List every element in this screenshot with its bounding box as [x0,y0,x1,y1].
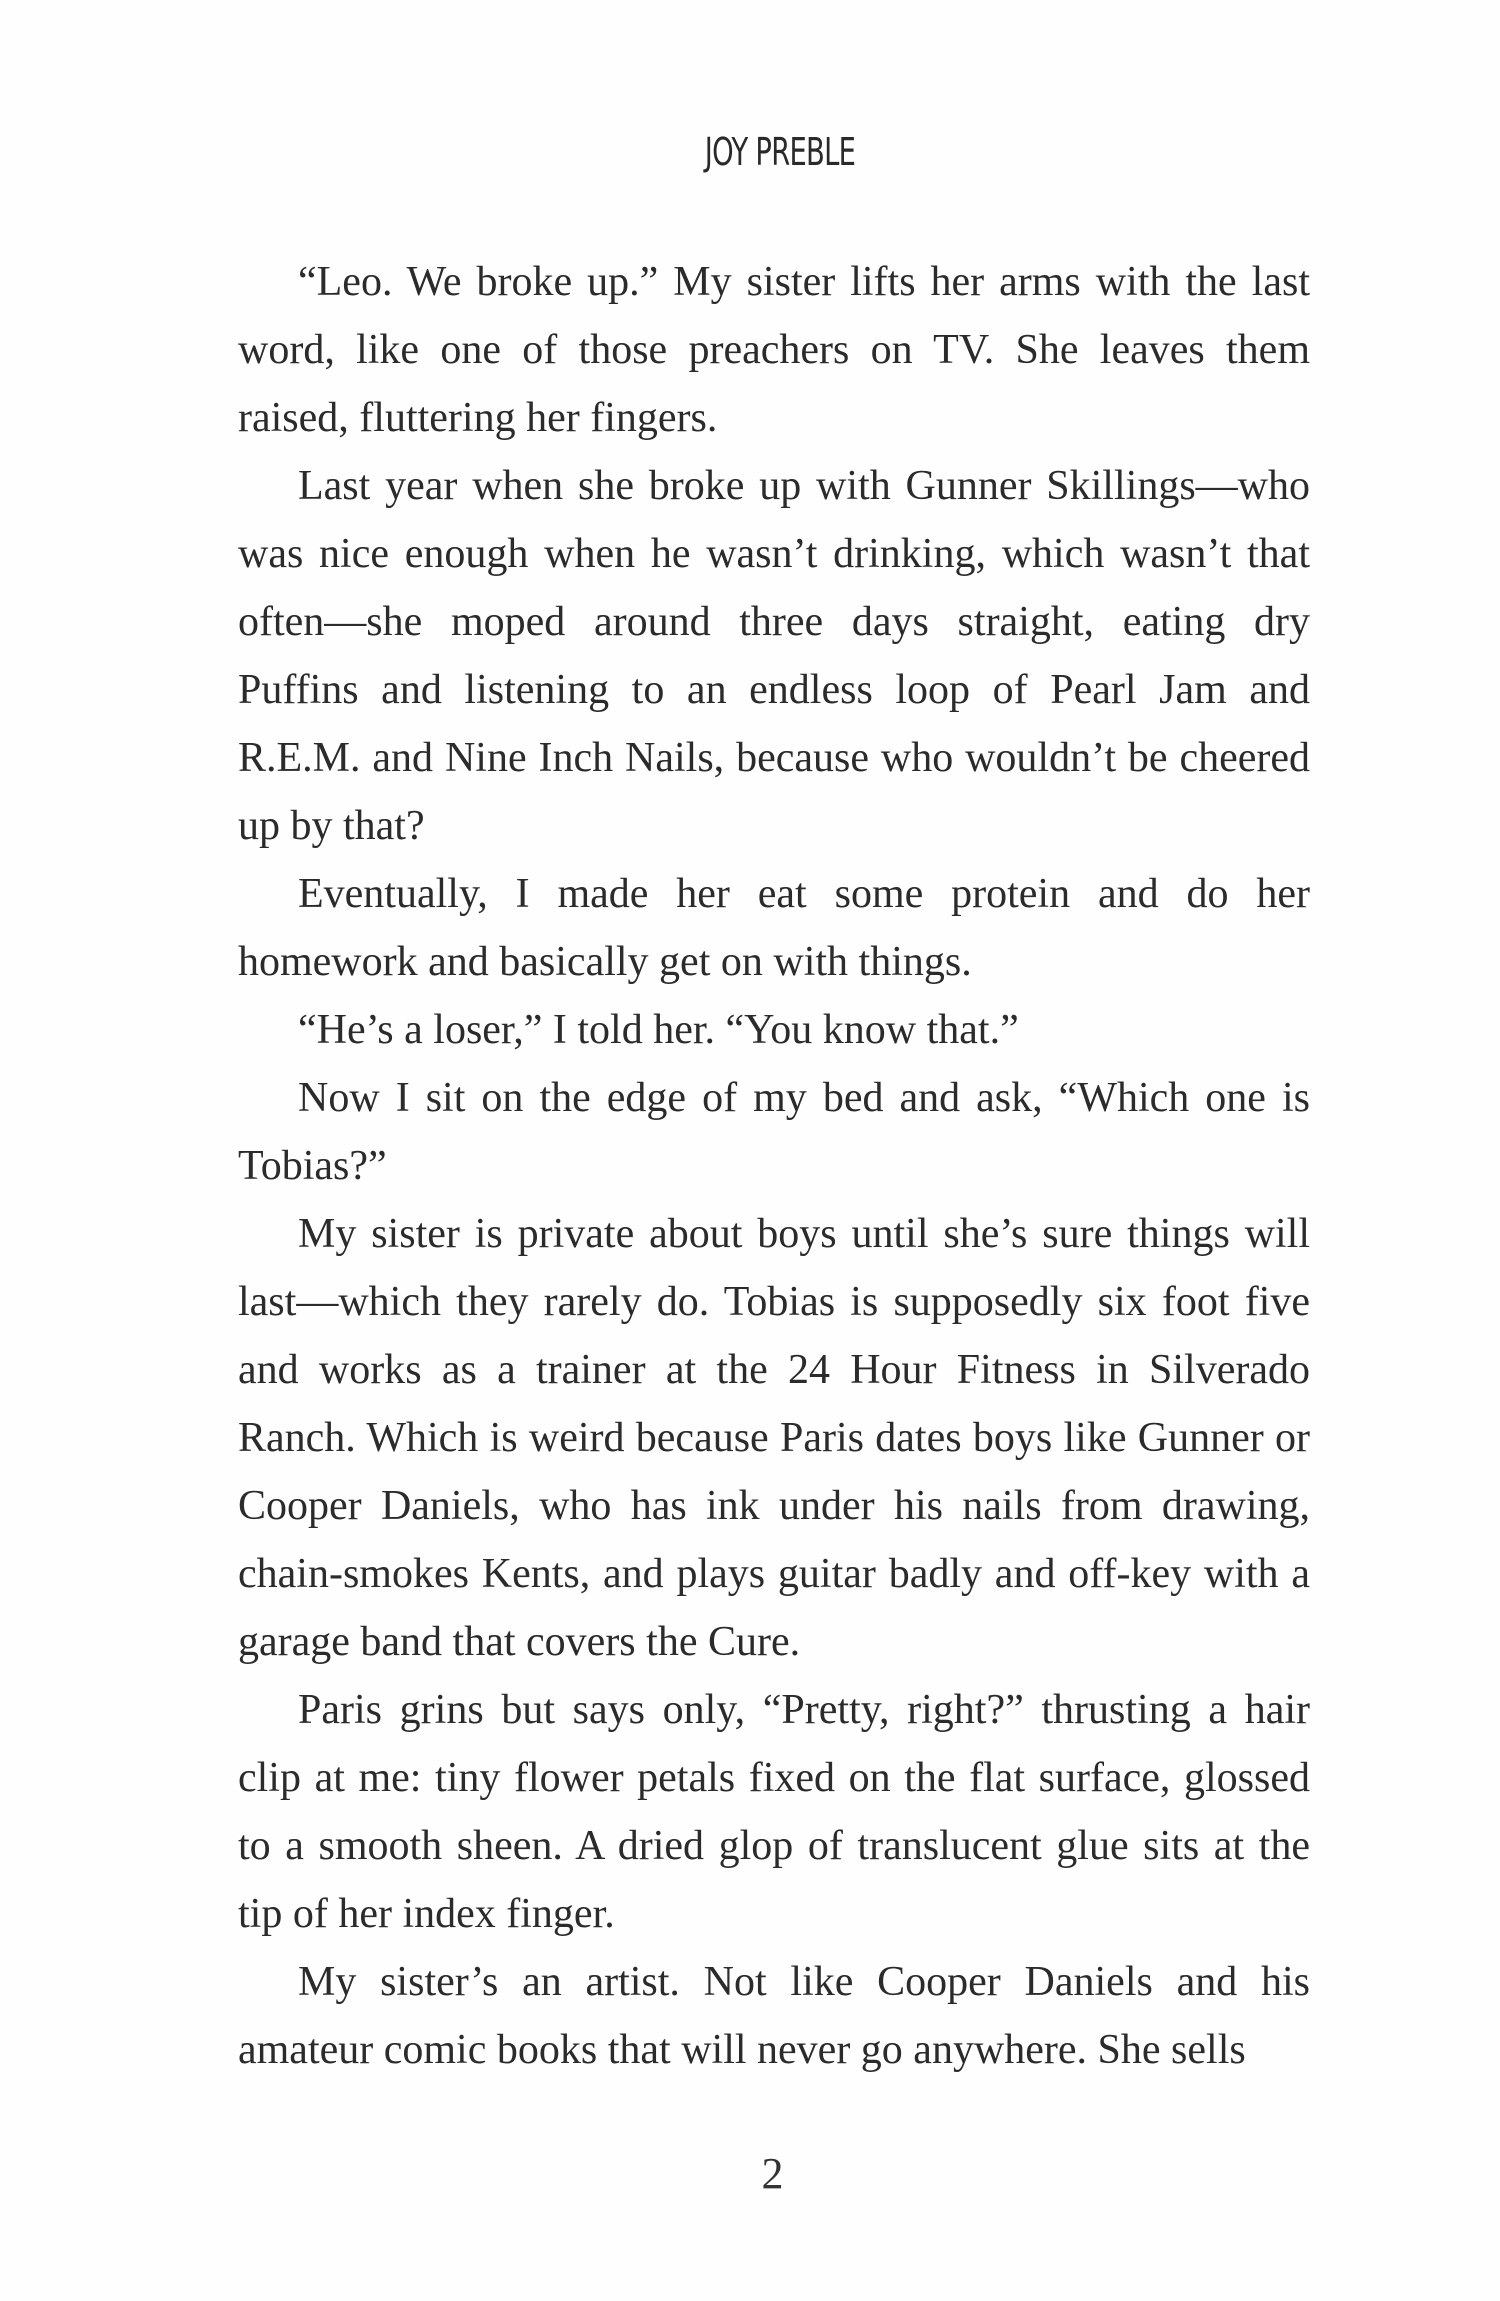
paragraph: My sister is private about boys until she’s sure things will last—which they rarely do. Tobias is supposedly six foot five and works as a trainer at the 24 Hour Fitness in Silverado Ranch. Which is weird because Paris dates boys like Gunner or Cooper Daniels, who has ink under his nails from drawing, chain-smokes Kents, and plays guitar badly and off-key with a garage band that covers the Cure. [238,1211,1310,1665]
paragraph: “Leo. We broke up.” My sister lifts her arms with the last word, like one of those preachers on TV. She leaves them raised, fluttering her fingers. [238,259,1310,441]
paragraph: “He’s a loser,” I told her. “You know that.” [298,1007,1019,1053]
page-number: 2 [761,2149,784,2198]
paragraph: Paris grins but says only, “Pretty, right?” thrusting a hair clip at me: tiny flower petals fixed on the flat surface, glossed to a smooth sheen. A dried glop of translucent glue sits at the tip of her index finger. [238,1687,1310,1937]
paragraph: My sister’s an artist. Not like Cooper Daniels and his amateur comic books that will never go anywhere. She sells [238,1959,1310,2073]
paragraph: Eventually, I made her eat some protein and do her homework and basically get on with things. [238,871,1310,985]
paragraph: Now I sit on the edge of my bed and ask, “Which one is Tobias?” [238,1075,1310,1189]
running-header: JOY PREBLE [704,130,856,174]
paragraph: Last year when she broke up with Gunner Skillings—who was nice enough when he wasn’t drinking, which wasn’t that often—she moped around three days straight, eating dry Puffins and listening to an endless loop of Pearl Jam and R.E.M. and Nine Inch Nails, because who wouldn’t be cheered up by that? [238,463,1310,849]
body-text [238,248,1310,2084]
